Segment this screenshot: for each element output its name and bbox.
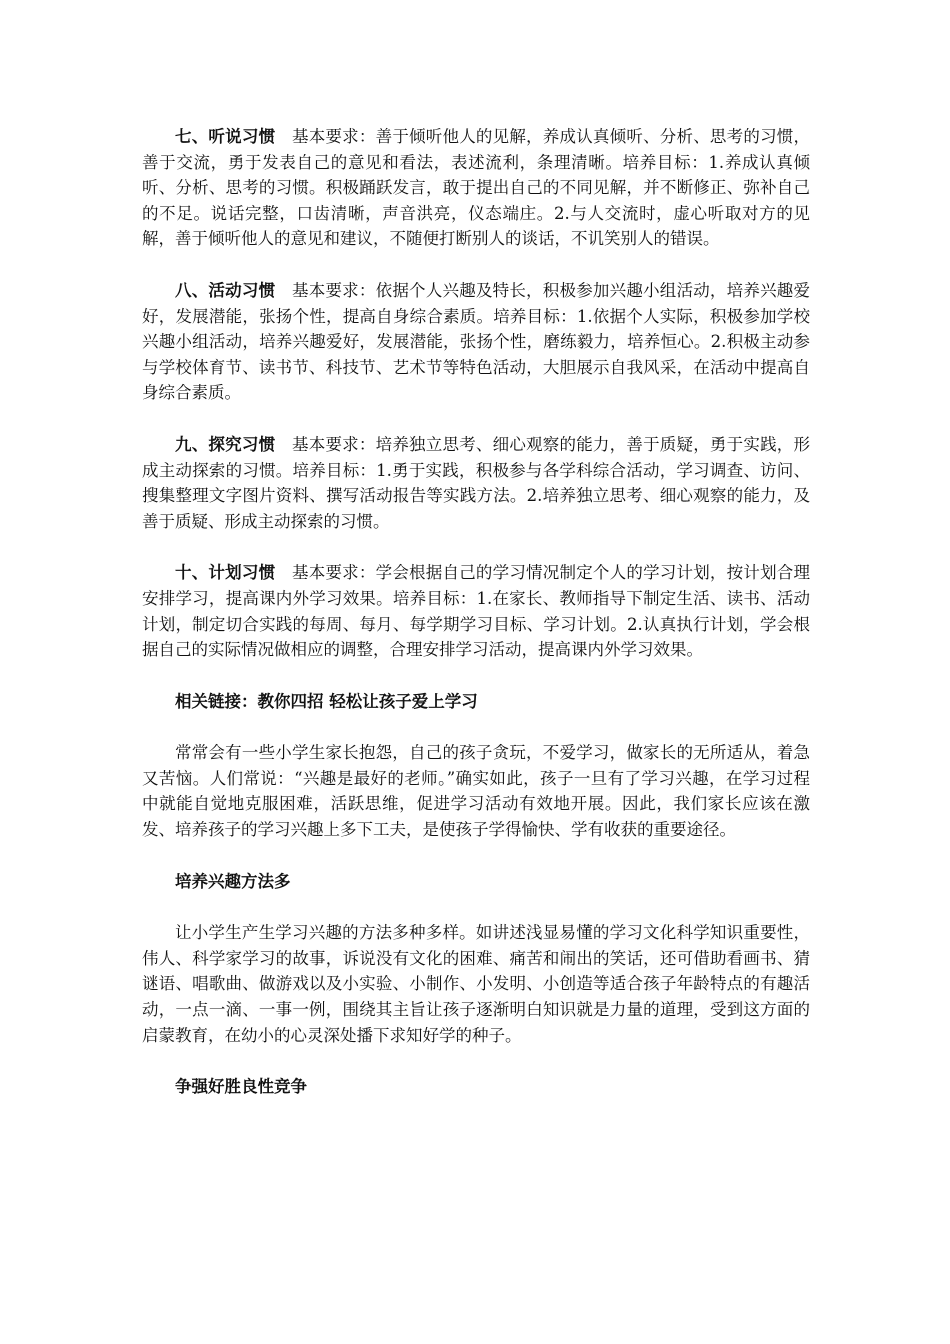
section-body: 基本要求：学会根据自己的学习情况制定个人的学习计划，按计划合理安排学习，提高课内外学习效果。培养目标：1.在家长、教师指导下制定生活、读书、活动计划，制定切合实践的每周、每月、每学期学习目标、学习计划。2.认真执行计划，学会根据自己的实际情况做相应的调整，合理安排学习活动，提高课内外学习效果。 (142, 563, 811, 660)
section-listening-habit (142, 124, 810, 252)
intro-paragraph: 常常会有一些小学生家长抱怨，自己的孩子贪玩，不爱学习，做家长的无所适从，着急又苦恼。人们常说：“兴趣是最好的老师。”确实如此，孩子一旦有了学习兴趣，在学习过程中就能自觉地克服困难，活跃思维，促进学习活动有效地开展。因此，我们家长应该在激发、培养孩子的学习兴趣上多下工夫，是使孩子学得愉快、学有收获的重要途径。 (142, 743, 810, 840)
section-activity-habit (142, 278, 810, 406)
section-body: 基本要求：依据个人兴趣及特长，积极参加兴趣小组活动，培养兴趣爱好，发展潜能，张扬个性，提高自身综合素质。培养目标：1.依据个人实际，积极参加学校兴趣小组活动，培养兴趣爱好，发展潜能，张扬个性，磨练毅力，培养恒心。2.积极主动参与学校体育节、读书节、科技节、艺术节等特色活动，大胆展示自我风采，在活动中提高自身综合素质。 (142, 280, 811, 403)
related-link-heading: 相关链接：教你四招 轻松让孩子爱上学习 (175, 691, 478, 711)
section-body: 基本要求：培养独立思考、细心观察的能力，善于质疑，勇于实践，形成主动探索的习惯。培养目标：1.勇于实践，积极参与各学科综合活动，学习调查、访问、搜集整理文字图片资料、撰写活动报告等实践方法。2.培养独立思考、细心观察的能力，及善于质疑、形成主动探索的习惯。 (142, 434, 811, 531)
subheading-competition: 争强好胜良性竞争 (175, 1077, 307, 1097)
document-page (142, 124, 810, 1100)
section-heading: 八、活动习惯 (175, 280, 276, 300)
methods-paragraph: 让小学生产生学习兴趣的方法多种多样。如讲述浅显易懂的学习文化科学知识重要性，伟人、科学家学习的故事，诉说没有文化的困难、痛苦和闹出的笑话，还可借助看画书、猜谜语、唱歌曲、做游戏以及小实验、小制作、小发明、小创造等适合孩子年龄特点的有趣活动，一点一滴、一事一例，围绕其主旨让孩子逐渐明白知识就是力量的道理，受到这方面的启蒙教育，在幼小的心灵深处播下求知好学的种子。 (142, 923, 810, 1045)
subheading-interest-methods: 培养兴趣方法多 (175, 871, 291, 891)
section-heading: 十、计划习惯 (175, 563, 276, 583)
section-body: 基本要求：善于倾听他人的见解，养成认真倾听、分析、思考的习惯，善于交流，勇于发表自己的意见和看法，表述流利，条理清晰。培养目标：1.养成认真倾听、分析、思考的习惯。积极踊跃发言，敢于提出自己的不同见解，并不断修正、弥补自己的不足。说话完整，口齿清晰，声音洪亮，仪态端庄。2.与人交流时，虚心听取对方的见解，善于倾听他人的意见和建议，不随便打断别人的谈话，不讥笑别人的错误。 (142, 127, 811, 249)
section-planning-habit (142, 560, 810, 662)
section-heading: 九、探究习惯 (175, 434, 276, 454)
section-inquiry-habit (142, 432, 810, 534)
section-heading: 七、听说习惯 (175, 127, 276, 146)
